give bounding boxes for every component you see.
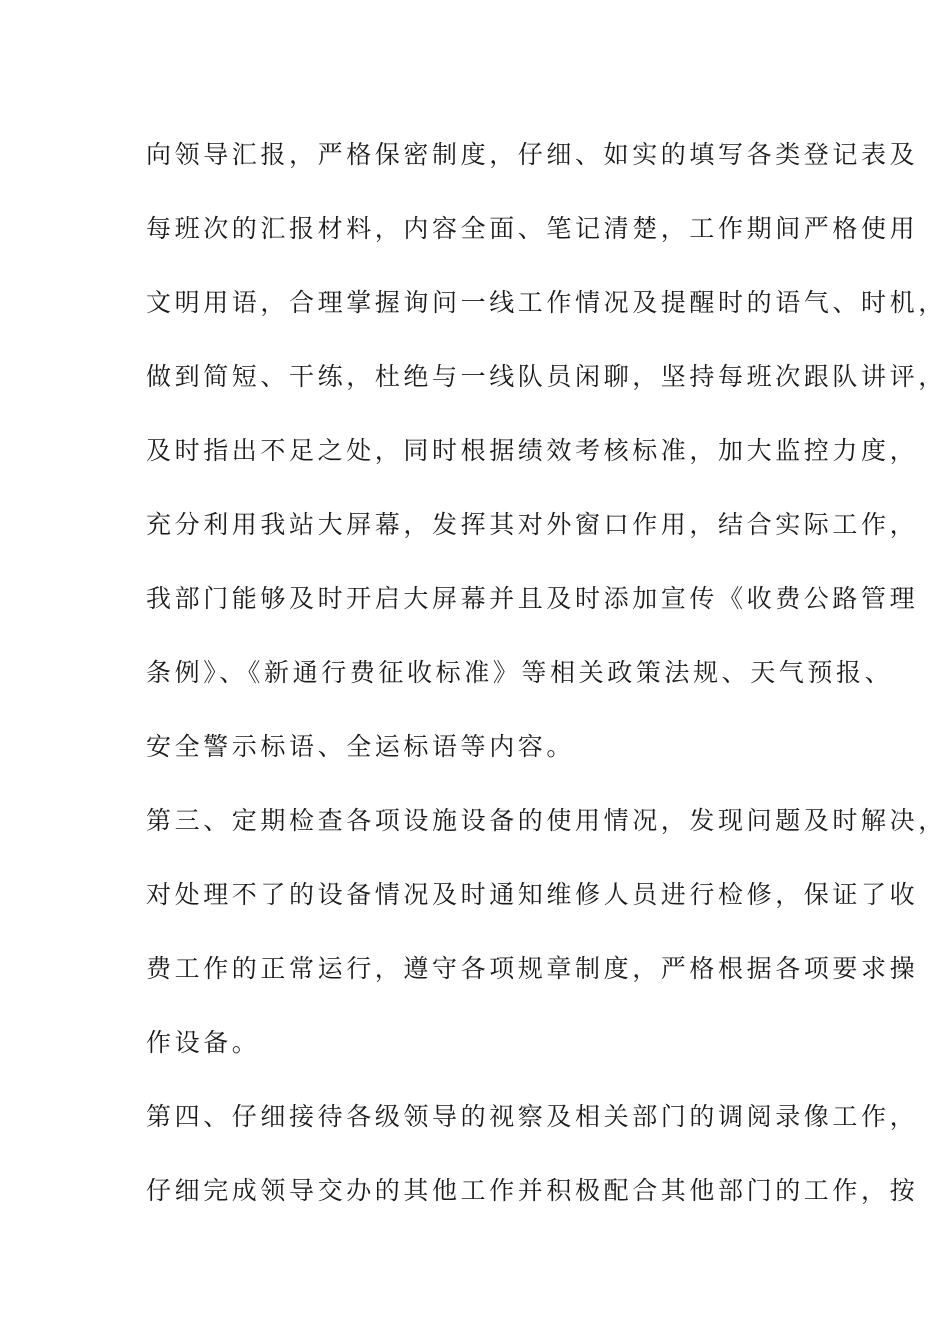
paragraph-line: 仔细完成领导交办的其他工作并积极配合其他部门的工作，按 [146, 1176, 919, 1205]
paragraph-line: 条例》、《新通行费征收标准》等相关政策法规、天气预报、 [146, 658, 894, 687]
paragraph-line: 文明用语，合理掌握询问一线工作情况及提醒时的语气、时机， [146, 288, 947, 317]
paragraph-line: 费工作的正常运行，遵守各项规章制度，严格根据各项要求操 [146, 954, 919, 983]
paragraph-line: 及时指出不足之处，同时根据绩效考核标准，加大监控力度， [146, 436, 919, 465]
paragraph-line: 充分利用我站大屏幕，发挥其对外窗口作用，结合实际工作， [146, 510, 919, 539]
paragraph-line: 第三、定期检查各项设施设备的使用情况，发现问题及时解决， [146, 806, 947, 835]
paragraph-line: 第四、仔细接待各级领导的视察及相关部门的调阅录像工作， [146, 1102, 919, 1131]
paragraph-line: 作设备。 [146, 1028, 261, 1057]
paragraph-line: 安全警示标语、全运标语等内容。 [146, 732, 576, 761]
paragraph-line: 向领导汇报，严格保密制度，仔细、如实的填写各类登记表及 [146, 140, 919, 169]
paragraph-line: 我部门能够及时开启大屏幕并且及时添加宣传《收费公路管理 [146, 584, 919, 613]
paragraph-line: 对处理不了的设备情况及时通知维修人员进行检修，保证了收 [146, 880, 919, 909]
paragraph-line: 每班次的汇报材料，内容全面、笔记清楚，工作期间严格使用 [146, 214, 919, 243]
paragraph-line: 做到简短、干练，杜绝与一线队员闲聊，坚持每班次跟队讲评， [146, 362, 947, 391]
